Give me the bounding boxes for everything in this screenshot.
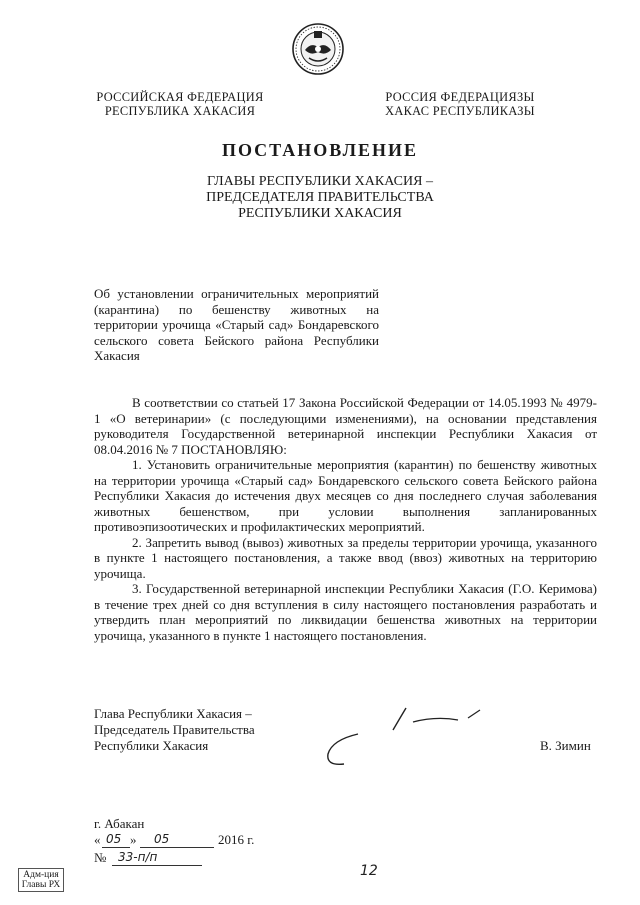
document-number [94,850,294,866]
handwritten-margin-note [360,862,378,880]
document-title: ПОСТАНОВЛЕНИЕ [221,140,419,160]
header-left [85,90,275,118]
stamp-line1: Адм-ция [23,870,59,880]
subtitle-line1: ГЛАВЫ РЕСПУБЛИКИ ХАКАСИЯ – [207,174,433,189]
date-close-quote: » [130,832,137,847]
registration-stamp [18,868,64,892]
header-left-line2: РЕСПУБЛИКА ХАКАСИЯ [104,104,256,118]
subtitle-line3: РЕСПУБЛИКИ ХАКАСИЯ [238,206,402,221]
body-item-1: 1. Установить ограничительные мероприятия (карантин) по бешенству животных на территории урочища «Старый сад» Бондаревского сельского совета Бейского района Республики Хакасия до истечения двух месяцев со дня последнего случая заболевания животных бешенством, при условии выполнения запланированных противоэпизоотических и профилактических мероприятий. [94,457,597,534]
place-of-issue: г. Абакан [94,816,145,831]
document-subject: Об установлении ограничительных мероприятий (карантина) по бешенству животных на территории урочища «Старый сад» Бондаревского сельского совета Бейского района Республики Хакасия [94,286,379,363]
signatory-position-line3: Республики Хакасия [94,738,209,753]
margin-note-text: 12 [360,863,378,879]
subtitle-line2: ПРЕДСЕДАТЕЛЯ ПРАВИТЕЛЬСТВА [206,190,434,205]
header-right-line2: ХАКАС РЕСПУБЛИКАЗЫ [385,104,535,118]
number-value: 33-п/п [118,850,158,864]
signatory-position-line2: Председатель Правительства [94,722,255,737]
handwritten-signature [318,702,493,777]
coat-of-arms-emblem [291,22,345,76]
signatory-position-line1: Глава Республики Хакасия – [94,706,252,721]
body-item-2: 2. Запретить вывод (вывоз) животных за пределы территории урочища, указанного в пункте 1 настоящего постановления, а также ввод (ввоз) животных на территорию урочища. [94,534,597,581]
header-right-line1: РОССИЯ ФЕДЕРАЦИЯЗЫ [385,90,535,104]
stamp-line2: Главы РХ [21,880,61,890]
date-day: 05 [106,832,122,846]
signatory-position [94,706,255,754]
document-subtitle [0,174,640,222]
signatory-name: В. Зимин [540,738,591,753]
date-month: 05 [154,832,170,846]
header-left-line1: РОССИЙСКАЯ ФЕДЕРАЦИЯ [96,90,264,104]
body-item-3: 3. Государственной ветеринарной инспекции Республики Хакасия (Г.О. Керимова) в течение трех дней со дня вступления в силу настоящего постановления разработать и утвердить план мероприятий по ликвидации бешенства животных на территории урочища, указанного в пункте 1 настоящего постановления. [94,581,597,643]
document-body [94,395,597,643]
header-right [360,90,560,118]
document-date [94,832,294,848]
date-open-quote: « [94,832,101,847]
date-year: 2016 г. [218,832,255,847]
number-prefix: № [94,850,107,865]
body-preamble: В соответствии со статьей 17 Закона Российской Федерации от 14.05.1993 № 4979-1 «О ветеринарии» (с последующими изменениями), на основании представления руководителя Государственной ветеринарной инспекции Республики Хакасия от 08.04.2016 № 7 ПОСТАНОВЛЯЮ: [94,395,597,457]
